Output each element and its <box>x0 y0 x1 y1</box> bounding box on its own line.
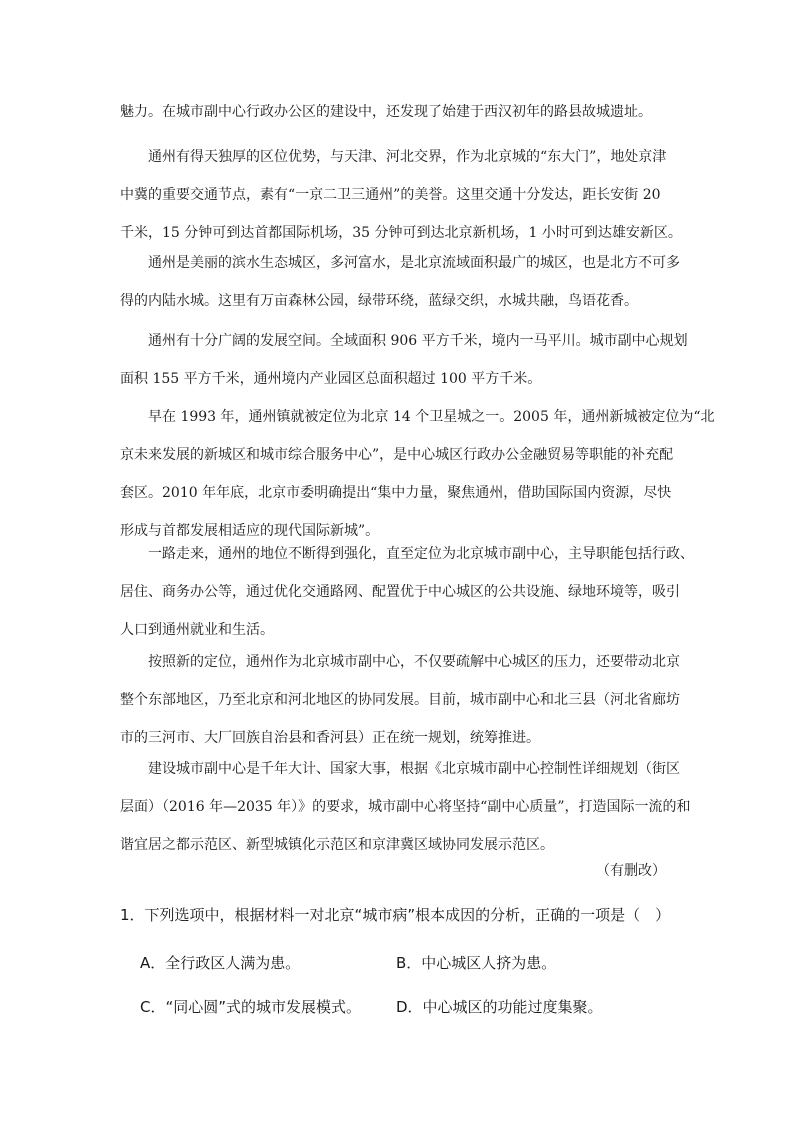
option-b: B．中心城区人挤为患。 <box>396 954 557 972</box>
article-paragraph-4 <box>120 398 715 550</box>
paragraph-line: 按照新的定位，通州作为北京城市副中心，不仅要疏解中心城区的压力，还要带动北京 <box>148 654 680 670</box>
paragraph-line: 中冀的重要交通节点，素有“一京二卫三通州”的美誉。这里交通十分发达，距长安街 20 <box>120 187 661 203</box>
question-stem: 1．下列选项中，根据材料一对北京“城市病”根本成因的分析，正确的一项是（ ） <box>120 906 671 924</box>
paragraph-line: 通州有十分广阔的发展空间。全域面积 906 平方千米，境内一马平川。城市副中心规划 <box>148 333 688 349</box>
option-d: D．中心城区的功能过度集聚。 <box>396 998 603 1016</box>
paragraph-line: 通州有得天独厚的区位优势，与天津、河北交界，作为北京城的“东大门”，地处京津 <box>148 149 667 165</box>
article-paragraph-3 <box>120 322 688 398</box>
option-a: A．全行政区人满为患。 <box>140 954 301 972</box>
article-paragraph-6 <box>120 643 680 757</box>
paragraph-line: 层面）（2016 年—2035 年）》的要求，城市副中心将坚持“副中心质量”，打造国际一流的和 <box>120 799 691 815</box>
article-paragraph-7 <box>120 750 691 864</box>
article-paragraph-2 <box>120 244 680 320</box>
paragraph-line: 得的内陆水城。这里有万亩森林公园，绿带环绕，蓝绿交织，水城共融，鸟语花香。 <box>120 293 638 309</box>
article-paragraph-1 <box>120 138 680 252</box>
paragraph-line: 整个东部地区，乃至北京和河北地区的协同发展。目前，城市副中心和北三县（河北省廊坊 <box>120 692 680 708</box>
paragraph-line: 市的三河市、大厂回族自治县和香河县）正在统一规划，统筹推进。 <box>120 730 540 746</box>
paragraph-line: 谐宜居之都示范区、新型城镇化示范区和京津冀区域协同发展示范区。 <box>120 837 554 853</box>
paragraph-line: 形成与首都发展相适应的现代国际新城”。 <box>120 523 380 539</box>
option-c: C．“同心圆”式的城市发展模式。 <box>140 998 362 1016</box>
paragraph-line: 人口到通州就业和生活。 <box>120 622 274 638</box>
paragraph-line: 魅力。在城市副中心行政办公区的建设中，还发现了始建于西汉初年的路县故城遗址。 <box>120 104 652 120</box>
paragraph-line: 一路走来，通州的地位不断得到强化，直至定位为北京城市副中心，主导职能包括行政、 <box>148 546 694 562</box>
article-paragraph-0 <box>120 93 680 131</box>
paragraph-line: 早在 1993 年，通州镇就被定位为北京 14 个卫星城之一。2005 年，通州新城被定位为“北 <box>148 409 715 425</box>
source-note: （有删改） <box>596 863 666 879</box>
paragraph-line: 千米，15 分钟可到达首都国际机场，35 分钟可到达北京新机场，1 小时可到达雄安新区。 <box>120 225 682 241</box>
paragraph-line: 套区。2010 年年底，北京市委明确提出“集中力量，聚焦通州，借助国际国内资源，尽快 <box>120 485 672 501</box>
article-paragraph-5 <box>120 535 694 649</box>
paragraph-line: 建设城市副中心是千年大计、国家大事，根据《北京城市副中心控制性详细规划（街区 <box>148 761 680 777</box>
paragraph-line: 居住、商务办公等，通过优化交通路网、配置优于中心城区的公共设施、绿地环境等，吸引 <box>120 584 680 600</box>
paragraph-line: 京未来发展的新城区和城市综合服务中心”，是中心城区行政办公金融贸易等职能的补充配 <box>120 447 674 463</box>
paragraph-line: 面积 155 平方千米，通州境内产业园区总面积超过 100 平方千米。 <box>120 371 542 387</box>
paragraph-line: 通州是美丽的滨水生态城区，多河富水，是北京流域面积最广的城区，也是北方不可多 <box>148 255 680 271</box>
